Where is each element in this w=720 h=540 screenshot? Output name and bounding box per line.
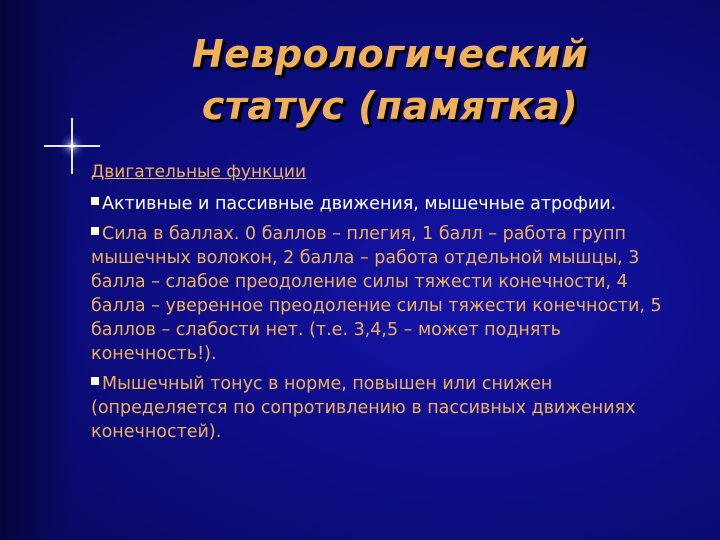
slide-left-band [0,0,72,540]
bullet-item-1 [91,192,681,216]
bullet-item-2 [91,222,681,366]
slide-content [91,160,681,450]
slide-title: Неврологический статус (памятка) [191,32,589,128]
bullet-text-1: Активные и пассивные движения, мышечные атрофии. [102,194,617,214]
bullet-item-3 [91,372,681,444]
square-bullet-icon [91,197,99,205]
bullet-text-2: Сила в баллах. 0 баллов – плегия, 1 балл – работа групп мышечных волокон, 2 балла – работа отдельной мышцы, 3 балла – слабое преодоление силы тяжести конечности, 4 балла – уверенное преодоление силы тяжести конечности, 5 баллов – слабости нет. (т.е. 3,4,5 – может поднять конечность!). [91,224,662,364]
square-bullet-icon [91,227,99,235]
bullet-text-3: Мышечный тонус в норме, повышен или снижен (определяется по сопротивлению в пассивных движениях конечностей). [91,374,636,442]
section-heading: Двигательные функции [91,162,306,182]
square-bullet-icon [91,377,99,385]
